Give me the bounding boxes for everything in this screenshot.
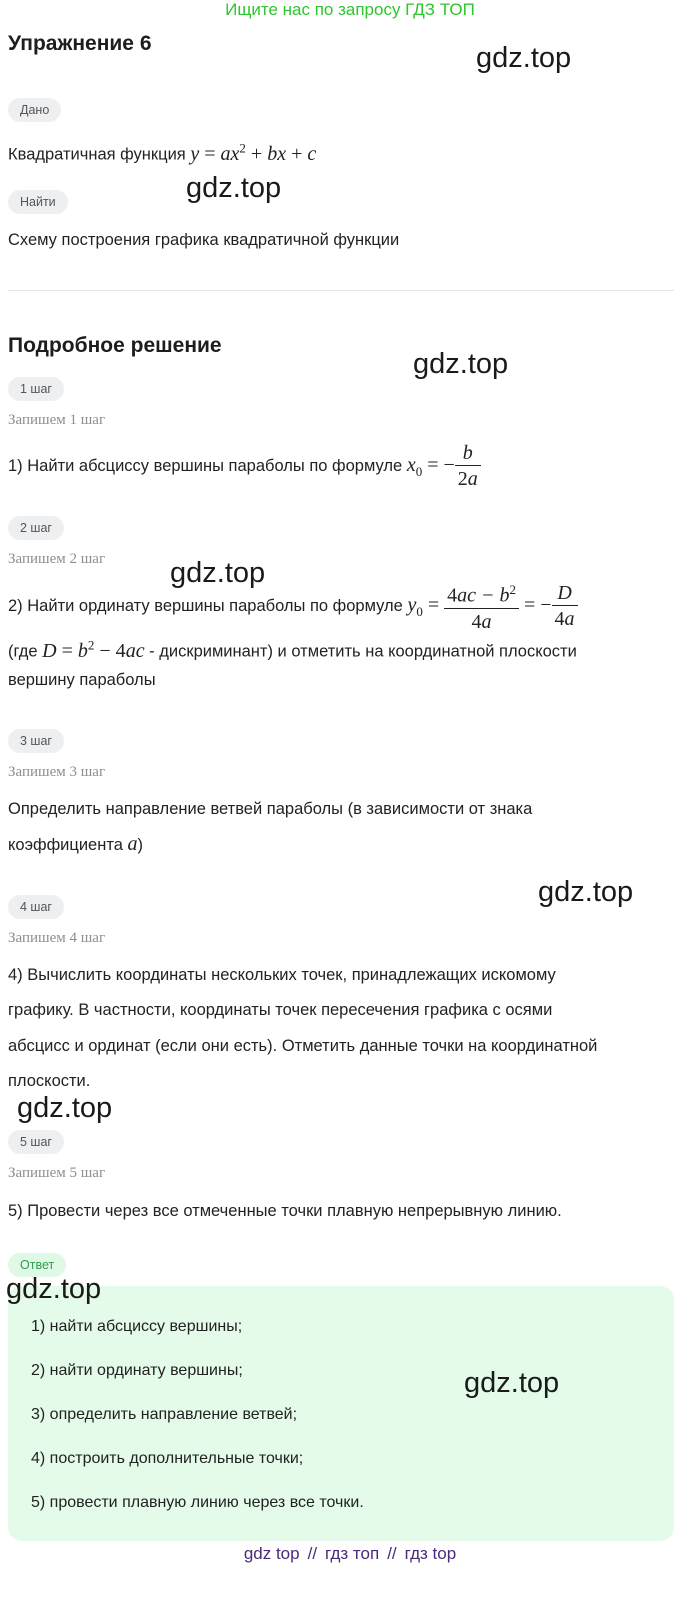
step-4-subtitle: Запишем 4 шаг (8, 930, 106, 946)
given-text (8, 130, 678, 173)
step-5-subtitle: Запишем 5 шаг (8, 1165, 106, 1181)
step-4-line-1: 4) Вычислить координаты нескольких точек, принадлежащих искомому (8, 966, 556, 984)
watermark: gdz.top (413, 348, 509, 380)
step-2-cont-a: (где (8, 642, 38, 661)
watermark: gdz.top (476, 42, 572, 74)
step-2-chip-label: 2 шаг (8, 516, 64, 540)
step-5-chip (8, 1130, 64, 1154)
coef-a: a (127, 833, 138, 855)
find-text: Схему построения графика квадратичной функции (8, 231, 400, 249)
answer-item: 4) построить дополнительные точки; (31, 1450, 304, 1467)
step-3-subtitle: Запишем 3 шаг (8, 764, 106, 780)
page-title: Упражнение 6 (8, 32, 152, 55)
watermark: gdz.top (464, 1367, 560, 1399)
step-1-text (8, 438, 678, 499)
step-1-chip-label: 1 шаг (8, 377, 64, 401)
step-4-line-2: графику. В частности, координаты точек пересечения графика с осями (8, 1001, 553, 1019)
step-1-chip (8, 377, 64, 401)
step-3-chip-label: 3 шаг (8, 729, 64, 753)
answer-item: 3) определить направление ветвей; (31, 1406, 298, 1423)
step-2-line-3: вершину параболы (8, 671, 156, 689)
watermark: gdz.top (17, 1092, 113, 1124)
step-4-line-3: абсцисс и ординат (если они есть). Отметить данные точки на координатной (8, 1037, 598, 1055)
given-formula: $y = ax^2$ + bx + c (190, 140, 317, 165)
step-2-cont-b: - дискриминант) и отметить на координатной плоскости (149, 642, 577, 661)
step-3-coef-end: ) (137, 836, 143, 854)
watermark: gdz.top (538, 876, 634, 908)
footer-separator: // (387, 1544, 397, 1563)
footer-link[interactable]: гдз top (404, 1544, 457, 1563)
watermark: gdz.top (6, 1273, 102, 1305)
find-chip (8, 190, 68, 214)
step-1-subtitle: Запишем 1 шаг (8, 412, 106, 428)
watermark: gdz.top (186, 172, 282, 204)
discriminant-formula: $D = b^2 - 4ac$ (42, 637, 145, 662)
step-4-line-4: плоскости. (8, 1072, 91, 1090)
answer-item: 2) найти ординату вершины; (31, 1362, 243, 1379)
step-2-subtitle: Запишем 2 шаг (8, 551, 106, 567)
step-1-formula: $x_0$ = − $\frac{b}{2a}$ (407, 454, 481, 476)
solution-title: Подробное решение (8, 334, 222, 357)
step-3-line-1: Определить направление ветвей параболы (в зависимости от знака (8, 800, 533, 818)
step-4-chip-label: 4 шаг (8, 895, 64, 919)
given-label: Квадратичная функция (8, 145, 186, 164)
footer-separator: // (307, 1544, 318, 1563)
answer-item: 1) найти абсциссу вершины; (31, 1318, 243, 1335)
step-2-label: 2) Найти ординату вершины параболы по формуле (8, 597, 403, 615)
answer-chip-label: Ответ (8, 1253, 66, 1277)
top-banner[interactable]: Ищите нас по запросу ГДЗ ТОП (225, 0, 475, 19)
step-5-chip-label: 5 шаг (8, 1130, 64, 1154)
footer-links (0, 1544, 700, 1564)
answer-item: 5) провести плавную линию через все точки. (31, 1494, 364, 1511)
step-5-text: 5) Провести через все отмеченные точки плавную непрерывную линию. (8, 1202, 562, 1220)
step-4-chip (8, 895, 64, 919)
step-2-chip (8, 516, 64, 540)
step-3-chip (8, 729, 64, 753)
section-divider (8, 290, 674, 291)
watermark: gdz.top (170, 557, 266, 589)
find-chip-label: Найти (8, 190, 68, 214)
step-2-formula: $y_0$ = $\frac{4ac - b^2}{4a}$ = − $\frac{D}{4a}$ (407, 594, 577, 616)
given-chip (8, 98, 61, 122)
footer-link[interactable]: gdz top (243, 1544, 300, 1563)
step-1-label: 1) Найти абсциссу вершины параболы по формуле (8, 457, 403, 475)
footer-link[interactable]: гдз топ (325, 1544, 380, 1563)
given-chip-label: Дано (8, 98, 61, 122)
step-3-line-2 (8, 826, 678, 863)
step-3-coef-label: коэффициента (8, 836, 123, 854)
